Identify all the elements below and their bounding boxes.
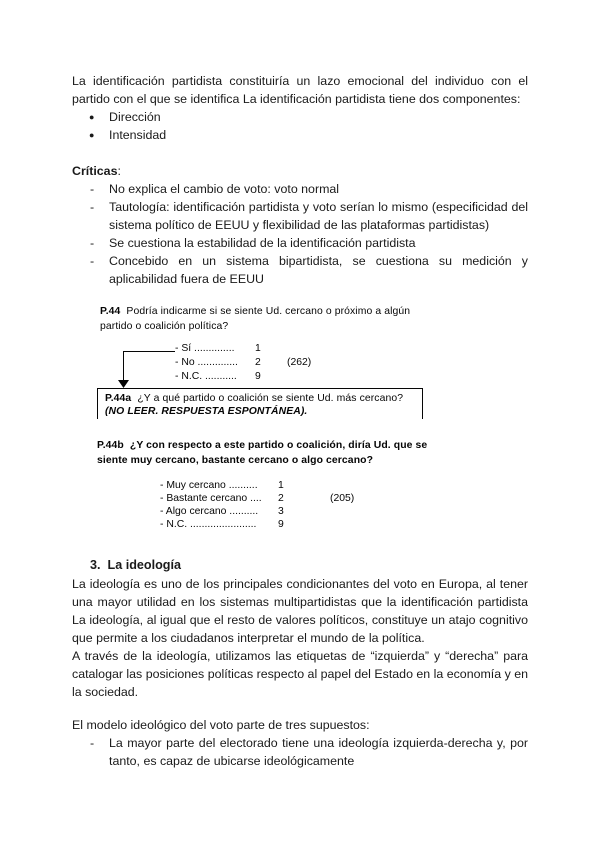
- list-item: - Tautología: identificación partidista y voto serían lo mismo (especificidad del sistema político de EEUU y flexibilidad de las plataformas partidistas): [90, 200, 528, 232]
- p44-code: P.44: [100, 306, 121, 317]
- section-3-heading: [90, 558, 181, 572]
- p44a-instruction: (NO LEER. RESPUESTA ESPONTÁNEA).: [105, 406, 308, 417]
- p44-question: P.44 Podría indicarme si se siente Ud. cercano o próximo a algún: [100, 306, 411, 317]
- ideologia-paragraph-1: La ideología es uno de los principales condicionantes del voto en Europa, al tener una mayor utilidad en los sistemas multipartidistas que la identificación partidista La ideología, al igual que el resto de valores políticos, constituye un atajo cognitivo que permite a los ciudadanos interpretar el mundo de la política.: [72, 577, 528, 645]
- intro-paragraph: La identificación partidista constituiría un lazo emocional del individuo con el partido con el que se identifica La identificación partidista tiene dos componentes:: [72, 74, 528, 106]
- ideologia-paragraph-3: El modelo ideológico del voto parte de tres supuestos:: [72, 718, 370, 732]
- p44-question-cont: partido o coalición política?: [100, 321, 229, 332]
- section-number: 3.: [90, 558, 101, 572]
- p44b-option: - N.C. ....................... 9: [160, 519, 284, 530]
- p44a-code: P.44a: [105, 393, 132, 404]
- p44b-question-cont: siente muy cercano, bastante cercano o algo cercano?: [97, 455, 374, 466]
- components-list: [72, 108, 528, 144]
- box-border-right: [422, 388, 423, 419]
- p44b-question: P.44b ¿Y con respecto a este partido o coalición, diría Ud. que se: [97, 440, 428, 451]
- ideologia-paragraph-2: A través de la ideología, utilizamos las etiquetas de “izquierda” y “derecha” para catalogar las posiciones políticas respecto al papel del Estado en la economía y en la sociedad.: [72, 649, 528, 699]
- criticas-heading: [72, 162, 528, 180]
- section-title: La ideología: [107, 558, 181, 572]
- p44b-count: (205): [330, 493, 355, 504]
- list-item: ● Intensidad: [72, 126, 528, 144]
- p44-option: - N.C. ........... 9: [175, 371, 261, 382]
- list-item: - No explica el cambio de voto: voto normal: [90, 182, 340, 196]
- p44-option: - No .............. 2: [175, 357, 261, 368]
- list-item: - La mayor parte del electorado tiene una ideología izquierda-derecha y, por tanto, es capaz de ubicarse ideológicamente: [90, 736, 528, 768]
- list-item: ● Dirección: [72, 108, 528, 126]
- survey-figure: [95, 300, 435, 535]
- list-item: - Concebido en un sistema bipartidista, se cuestiona su medición y aplicabilidad fuera de EEUU: [90, 254, 528, 286]
- arrow-down-icon: [118, 380, 129, 388]
- list-item: - Se cuestiona la estabilidad de la identificación partidista: [90, 236, 416, 250]
- p44b-option: - Algo cercano .......... 3: [160, 506, 284, 517]
- connector-line: [123, 351, 175, 352]
- p44-count: (262): [287, 357, 312, 368]
- box-border-top: [97, 388, 423, 389]
- p44a-question: P.44a ¿Y a qué partido o coalición se siente Ud. más cercano?: [105, 393, 404, 404]
- p44-option: - Sí .............. 1: [175, 343, 261, 354]
- criticas-list: [72, 180, 528, 288]
- p44b-option: - Muy cercano .......... 1: [160, 480, 284, 491]
- p44b-code: P.44b: [97, 440, 124, 451]
- criticas-title: Críticas: [72, 164, 118, 178]
- p44b-option: - Bastante cercano .... 2: [160, 493, 284, 504]
- connector-line: [123, 351, 124, 381]
- criticas-colon: :: [117, 164, 121, 178]
- supuestos-list: [72, 734, 528, 770]
- box-border-left: [97, 388, 98, 419]
